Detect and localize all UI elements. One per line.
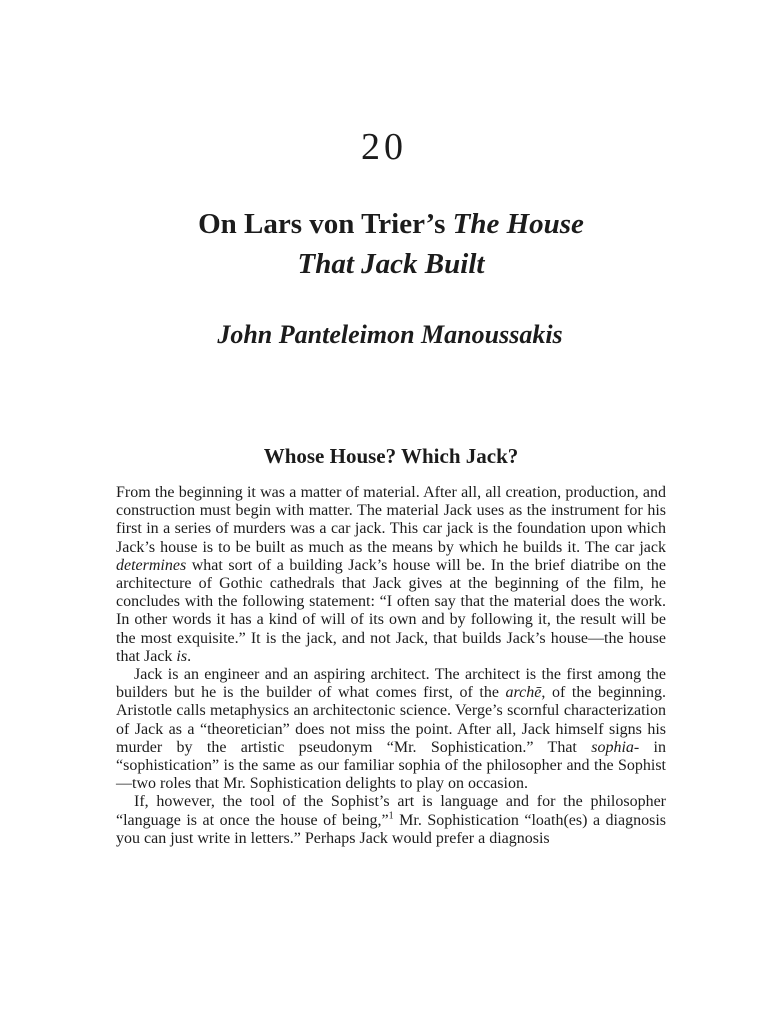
footnote-marker: 1 [388, 810, 394, 822]
text-run: . [187, 647, 192, 665]
italic-text: sophia- [591, 738, 640, 756]
chapter-title-line-2 [0, 244, 768, 284]
text-run: If, however, the tool of the Sophist’s art is language and for the philosopher “language is at once the house of being,” [116, 793, 666, 829]
chapter-title-film-name-part-1: The House [452, 208, 584, 240]
body-paragraph-2 [116, 666, 666, 793]
section-heading: Whose House? Which Jack? [263, 444, 519, 468]
body-text [116, 484, 666, 848]
text-run: what sort of a building Jack’s house will be. In the brief diatribe on the architecture of Gothic cathedrals that Jack gives at the beginning of the film, he concludes with the following statement: “I often say that the material does the work. In other words it has a kind of will of its own and by following it, the result will be the most exquisite.” It is the jack, and not Jack, that builds Jack’s house—the house that Jack [116, 556, 666, 665]
body-paragraph-1 [116, 484, 666, 666]
italic-text: archē [505, 684, 542, 702]
body-paragraph-3 [116, 793, 666, 848]
text-run: in “sophistication” is the same as our familiar sophia of the philosopher and the Sophist—two roles that Mr. Sophistication delights to play on occasion. [116, 738, 666, 793]
italic-text: determines [116, 556, 187, 574]
chapter-number: 20 [361, 126, 407, 168]
chapter-title-film-name-part-2: That Jack Built [297, 248, 485, 280]
chapter-title-plain: On Lars von Trier’s [198, 208, 453, 240]
text-run: Mr. Sophistication “loath(es) a diagnosis you can just write in letters.” Perhaps Jack would prefer a diagnosis [116, 811, 666, 847]
text-run: , of the beginning. Aristotle calls metaphysics an architectonic science. Verge’s scornful characterization of Jack as a “theoretician” does not miss the point. After all, Jack himself signs his murder by the artistic pseudonym “Mr. Sophistication.” That [116, 684, 666, 756]
chapter-author: John Panteleimon Manoussakis [217, 320, 563, 349]
chapter-title [0, 204, 768, 284]
italic-text: is [176, 647, 188, 665]
text-run: Jack is an engineer and an aspiring architect. The architect is the first among the builders but he is the builder of what comes first, of the [116, 666, 666, 702]
chapter-title-line-1 [0, 204, 768, 244]
text-run: From the beginning it was a matter of material. After all, all creation, production, and construction must begin with matter. The material Jack uses as the instrument for his first in a series of murders was a car jack. This car jack is the foundation upon which Jack’s house is to be built as much as the means by which he builds it. The car jack [116, 484, 666, 556]
